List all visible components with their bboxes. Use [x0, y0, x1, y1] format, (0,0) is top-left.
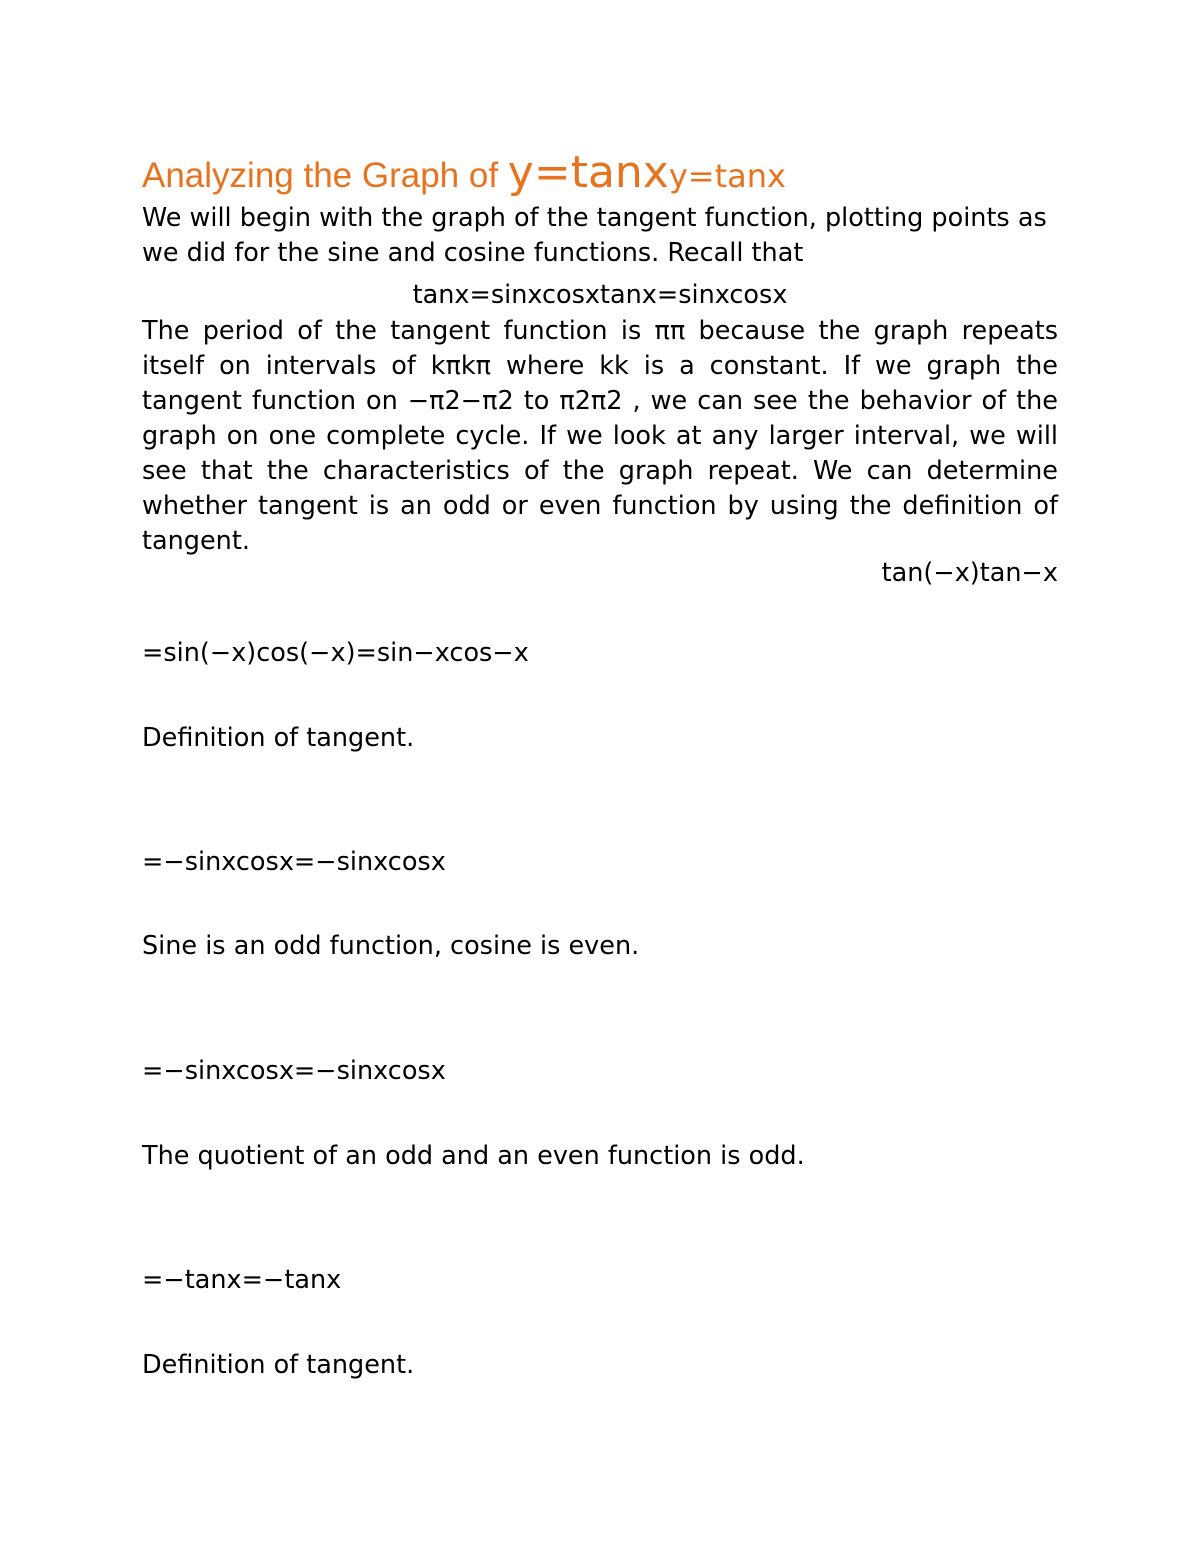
- derivation-step-equation: =−sinxcosx=−sinxcosx: [142, 847, 446, 877]
- derivation-step-equation: =−tanx=−tanx: [142, 1265, 342, 1295]
- heading-math-source: y=tanx: [668, 157, 786, 195]
- derivation-step-reason: Definition of tangent.: [142, 1350, 415, 1380]
- heading-math-display: y=tanx: [507, 147, 669, 198]
- tangent-definition-equation: tanx=sinxcosxtanx=sinxcosx: [412, 280, 788, 310]
- derivation-step-equation: =−sinxcosx=−sinxcosx: [142, 1056, 446, 1086]
- derivation-step-reason: Definition of tangent.: [142, 723, 415, 753]
- derivation-step-equation: =sin(−x)cos(−x)=sin−xcos−x: [142, 638, 529, 668]
- derivation-step-reason: Sine is an odd function, cosine is even.: [142, 931, 640, 961]
- heading-text: Analyzing the Graph of: [142, 156, 508, 195]
- derivation-step-reason: The quotient of an odd and an even function is odd.: [142, 1141, 805, 1171]
- period-paragraph: The period of the tangent function is ππ because the graph repeats itself on intervals of kπkπ where kk is a constant. If we graph the tangent function on −π2−π2 to π2π2 , we can see the behavior of the graph on one complete cycle. If we look at any larger interval, we will see that the characteristics of the graph repeat. We can determine whether tangent is an odd or even function by using the definition of tangent.: [142, 316, 1058, 556]
- section-heading: [142, 147, 1062, 199]
- derivation-start-equation: tan(−x)tan−x: [881, 558, 1058, 588]
- intro-paragraph: We will begin with the graph of the tangent function, plotting points as we did for the sine and cosine functions. Recall that: [142, 203, 1047, 268]
